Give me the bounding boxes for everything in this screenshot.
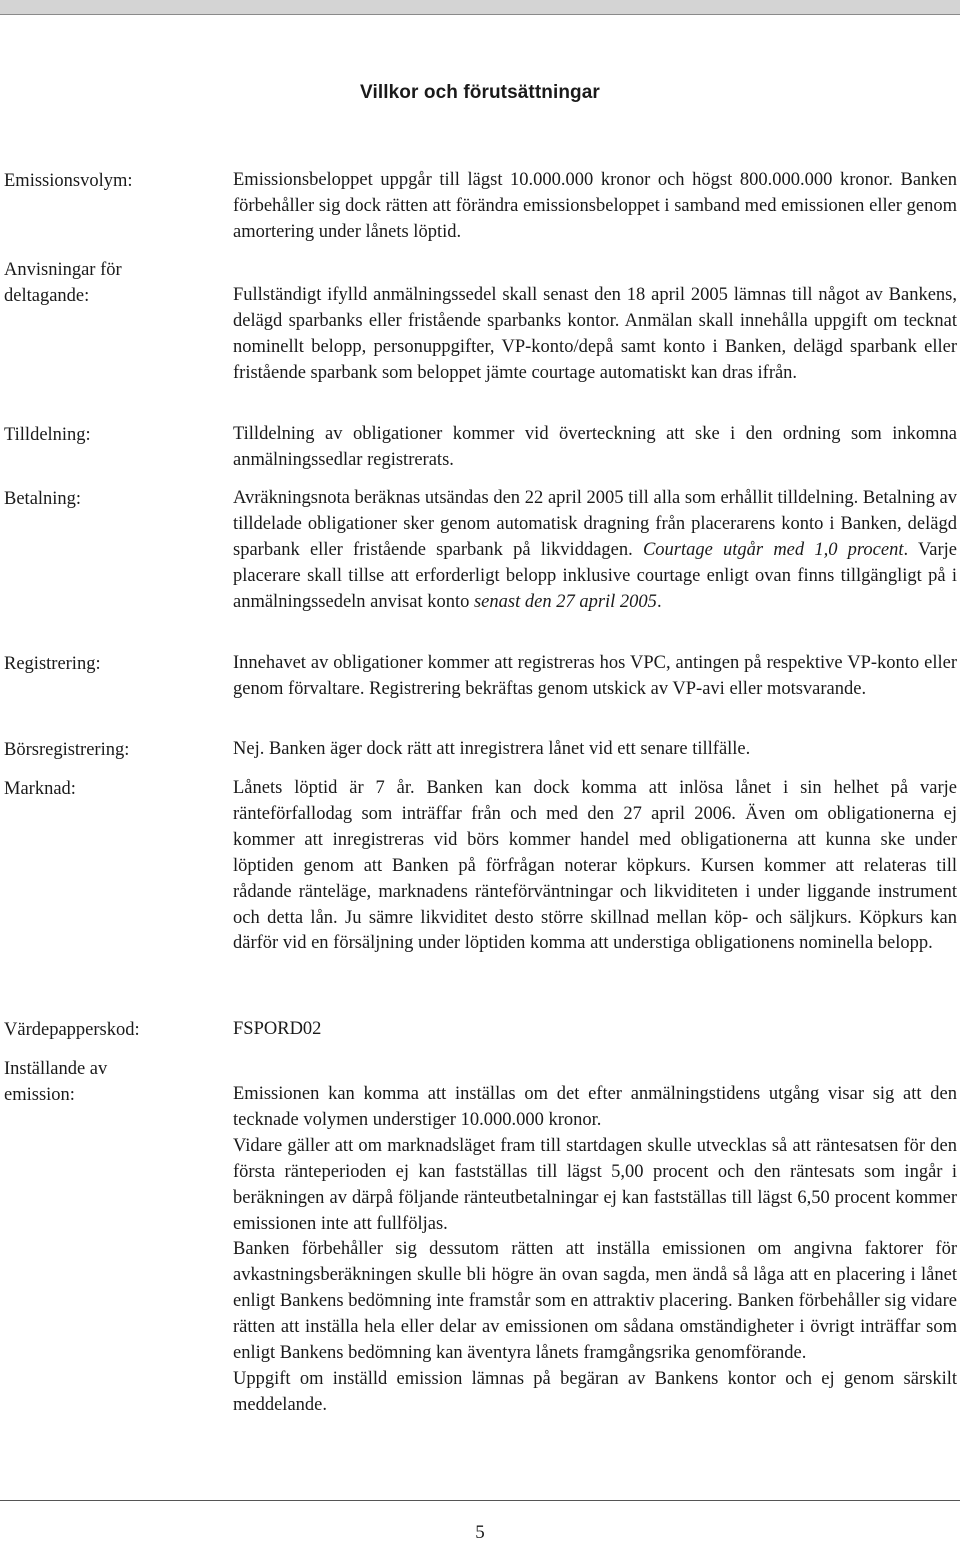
label-marknad: Marknad: [4, 779, 76, 799]
text-installande [233, 1082, 957, 1419]
label-tilldelning: Tilldelning: [4, 425, 91, 445]
text-betalning-deadline: senast den 27 april 2005 [473, 591, 657, 612]
label-registrering: Registrering: [4, 654, 101, 674]
label-anvisningar [4, 257, 219, 309]
label-borsregistrering: Börsregistrering: [4, 740, 130, 760]
text-emissionsvolym: Emissionsbeloppet uppgår till lägst 10.000.000 kronor och högst 800.000.000 kronor. Banken förbehåller sig dock rätten att förändra emissionsbeloppet i samband med emissionen eller genom amortering under lånets löptid. [233, 170, 957, 242]
text-installande-para3: Banken förbehåller sig dessutom rätten att inställa emissionen om angivna faktorer för avkastningsberäkningen skulle bli högre än ovan sagda, men ändå så låga att en placering i lånet enligt Bankens bedömning inte framstår som en attraktiv placering. Banken förbehåller sig vidare rätten att inställa hela eller delar av emissionen om sådana omständigheter i övrigt inträffar som enligt Bankens bedömning kan äventyra lånets framgångsrika genomförande. [233, 1239, 957, 1364]
text-betalning-c: . [656, 591, 662, 612]
text-installande-para4: Uppgift om inställd emission lämnas på begäran av Bankens kontor och ej genom särskilt meddelande. [233, 1368, 957, 1415]
text-betalning-a: Avräkningsnota beräknas utsändas den 22 april 2005 till alla som erhållit tilldelning. Betalning av tilldelade obligationer sker genom automatisk dragning från placerarens konto i Banken, delägd sparbank eller fristående sparbank på likviddagen. [233, 488, 957, 560]
label-installande-line1: Inställande av [4, 1059, 108, 1079]
top-header-bar [0, 0, 960, 15]
label-installande [4, 1056, 219, 1108]
text-tilldelning: Tilldelning av obligationer kommer vid överteckning att ske i den ordning som inkomna anmälningssedlar registrerats. [233, 424, 957, 470]
label-installande-line2: emission: [4, 1085, 75, 1105]
text-betalning-courtage: Courtage utgår med 1,0 procent [642, 539, 904, 560]
text-vardepapperskod: FSPORD02 [233, 1019, 322, 1039]
text-installande-para1: Emissionen kan komma att inställas om det efter anmälningstidens utgång visar sig att den tecknade volymen understiger 10.000.000 kronor. [233, 1084, 957, 1130]
page-title: Villkor och förutsättningar [360, 82, 600, 103]
text-betalning-b: . Varje placerare skall tillse att erforderligt belopp inklusive courtage enligt ovan finns tillgängligt på i anmälningssedeln anvisat konto [233, 539, 957, 612]
text-marknad: Lånets löptid är 7 år. Banken kan dock komma att inlösa lånet i sin helhet på varje ränteförfallodag som inträffar från och med den 27 april 2006. Även om obligationerna ej kommer att inregistreras vid börs kommer handel med obligationerna att kunna ske under löptiden genom att Banken på förfrågan noterar köpkurs. Kursen kommer att relateras till rådande ränteläge, marknadens ränteförväntningar och likviditeten i under liggande instrument och detta lån. Ju sämre likviditet desto större skillnad mellan köp- och säljkurs. Köpkurs kan därför vid en försäljning under löptiden komma att understiga obligationens nominella belopp. [233, 778, 957, 954]
text-registrering: Innehavet av obligationer kommer att registreras hos VPC, antingen på respektive VP-konto eller genom förvaltare. Registrering bekräftas genom utskick av VP-avi eller motsvarande. [233, 653, 957, 699]
label-betalning: Betalning: [4, 489, 82, 509]
label-anvisningar-line1: Anvisningar för [4, 260, 122, 280]
text-anvisningar: Fullständigt ifylld anmälningssedel skall senast den 18 april 2005 lämnas till något av Bankens, delägd sparbanks eller fristående sparbanks kontor. Anmälan skall innehålla uppgift om tecknat nominellt belopp, personuppgifter, VP-konto/depå samt konto i Banken, delägd sparbank eller fristående sparbank som beloppet jämte courtage automatiskt kan dras ifrån. [233, 285, 957, 383]
footer-rule [0, 1500, 960, 1501]
label-anvisningar-line2: deltagande: [4, 286, 90, 306]
text-installande-para2: Vidare gäller att om marknadsläget fram till startdagen skulle utvecklas så att räntesatsen för den första ränteperioden ej kan fastställas till lägst 5,00 procent och den räntesats som ingår i beräkningen av därpå följande ränteutbetalningar ej kan fastställas till lägst 6,50 procent kommer emissionen inte att fullföljas. [233, 1135, 957, 1234]
text-borsregistrering: Nej. Banken äger dock rätt att inregistrera lånet vid ett senare tillfälle. [233, 739, 751, 759]
label-vardepapperskod: Värdepapperskod: [4, 1020, 140, 1040]
label-emissionsvolym: Emissionsvolym: [4, 171, 133, 191]
page-number: 5 [475, 1522, 485, 1543]
text-betalning [233, 486, 957, 616]
